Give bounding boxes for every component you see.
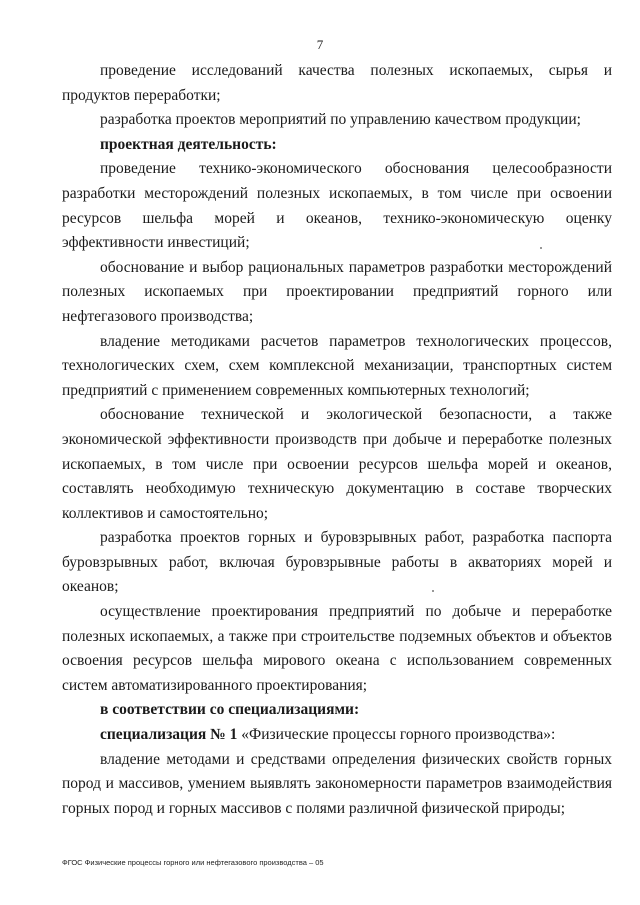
page-number: 7 [316, 37, 324, 52]
body-paragraph: обоснование и выбор рациональных параметров разработки месторождений полезных ископаемых при проектировании предприятий горного или нефтегазового производства; [62, 258, 612, 325]
body-paragraph: проведение исследований качества полезных ископаемых, сырья и продуктов переработки; [62, 62, 612, 104]
body-paragraph: владение методиками расчетов параметров технологических процессов, технологических схем, схем комплексной механизации, транспортных систем предприятий с применением современных компьютерных технологий; [62, 332, 612, 399]
specialization-line [62, 723, 612, 748]
scan-speck [540, 247, 542, 249]
section-heading: проектная деятельность: [100, 135, 277, 153]
scan-speck [432, 590, 434, 592]
body-paragraph: проведение технико-экономического обоснования целесообразности разработки месторождений полезных ископаемых, в том числе при освоении ресурсов шельфа морей и океанов, технико-экономическую оценку эффективности инвестиций; [62, 160, 612, 252]
document-body [62, 59, 612, 821]
body-paragraph: владение методами и средствами определения физических свойств горных пород и массивов, умением выявлять закономерности параметров взаимодействия горных пород и горных массивов с полями различной физической природы; [62, 750, 612, 817]
body-paragraph: разработка проектов горных и буровзрывных работ, разработка паспорта буровзрывных работ, включая буровзрывные работы в акваториях морей и океанов; [62, 529, 612, 596]
body-paragraph: обоснование технической и экологической безопасности, а также экономической эффективности производств при добыче и переработке полезных ископаемых, в том числе при освоении ресурсов шельфа морей и океанов, составлять необходимую техническую документацию в составе творческих коллективов и самостоятельно; [62, 406, 612, 522]
specialization-title: «Физические процессы горного производства»: [237, 726, 556, 744]
body-paragraph: осуществление проектирования предприятий по добыче и переработке полезных ископаемых, а также при строительстве подземных объектов и объектов освоения ресурсов шельфа мирового океана с использованием современных систем автоматизированного проектирования; [62, 603, 612, 694]
section-heading: в соответствии со специализациями: [100, 701, 360, 719]
body-paragraph: разработка проектов мероприятий по управлению качеством продукции; [100, 111, 581, 129]
document-footer: ФГОС Физические процессы горного или нефтегазового производства – 05 [62, 858, 324, 867]
specialization-label: специализация № 1 [100, 726, 238, 744]
